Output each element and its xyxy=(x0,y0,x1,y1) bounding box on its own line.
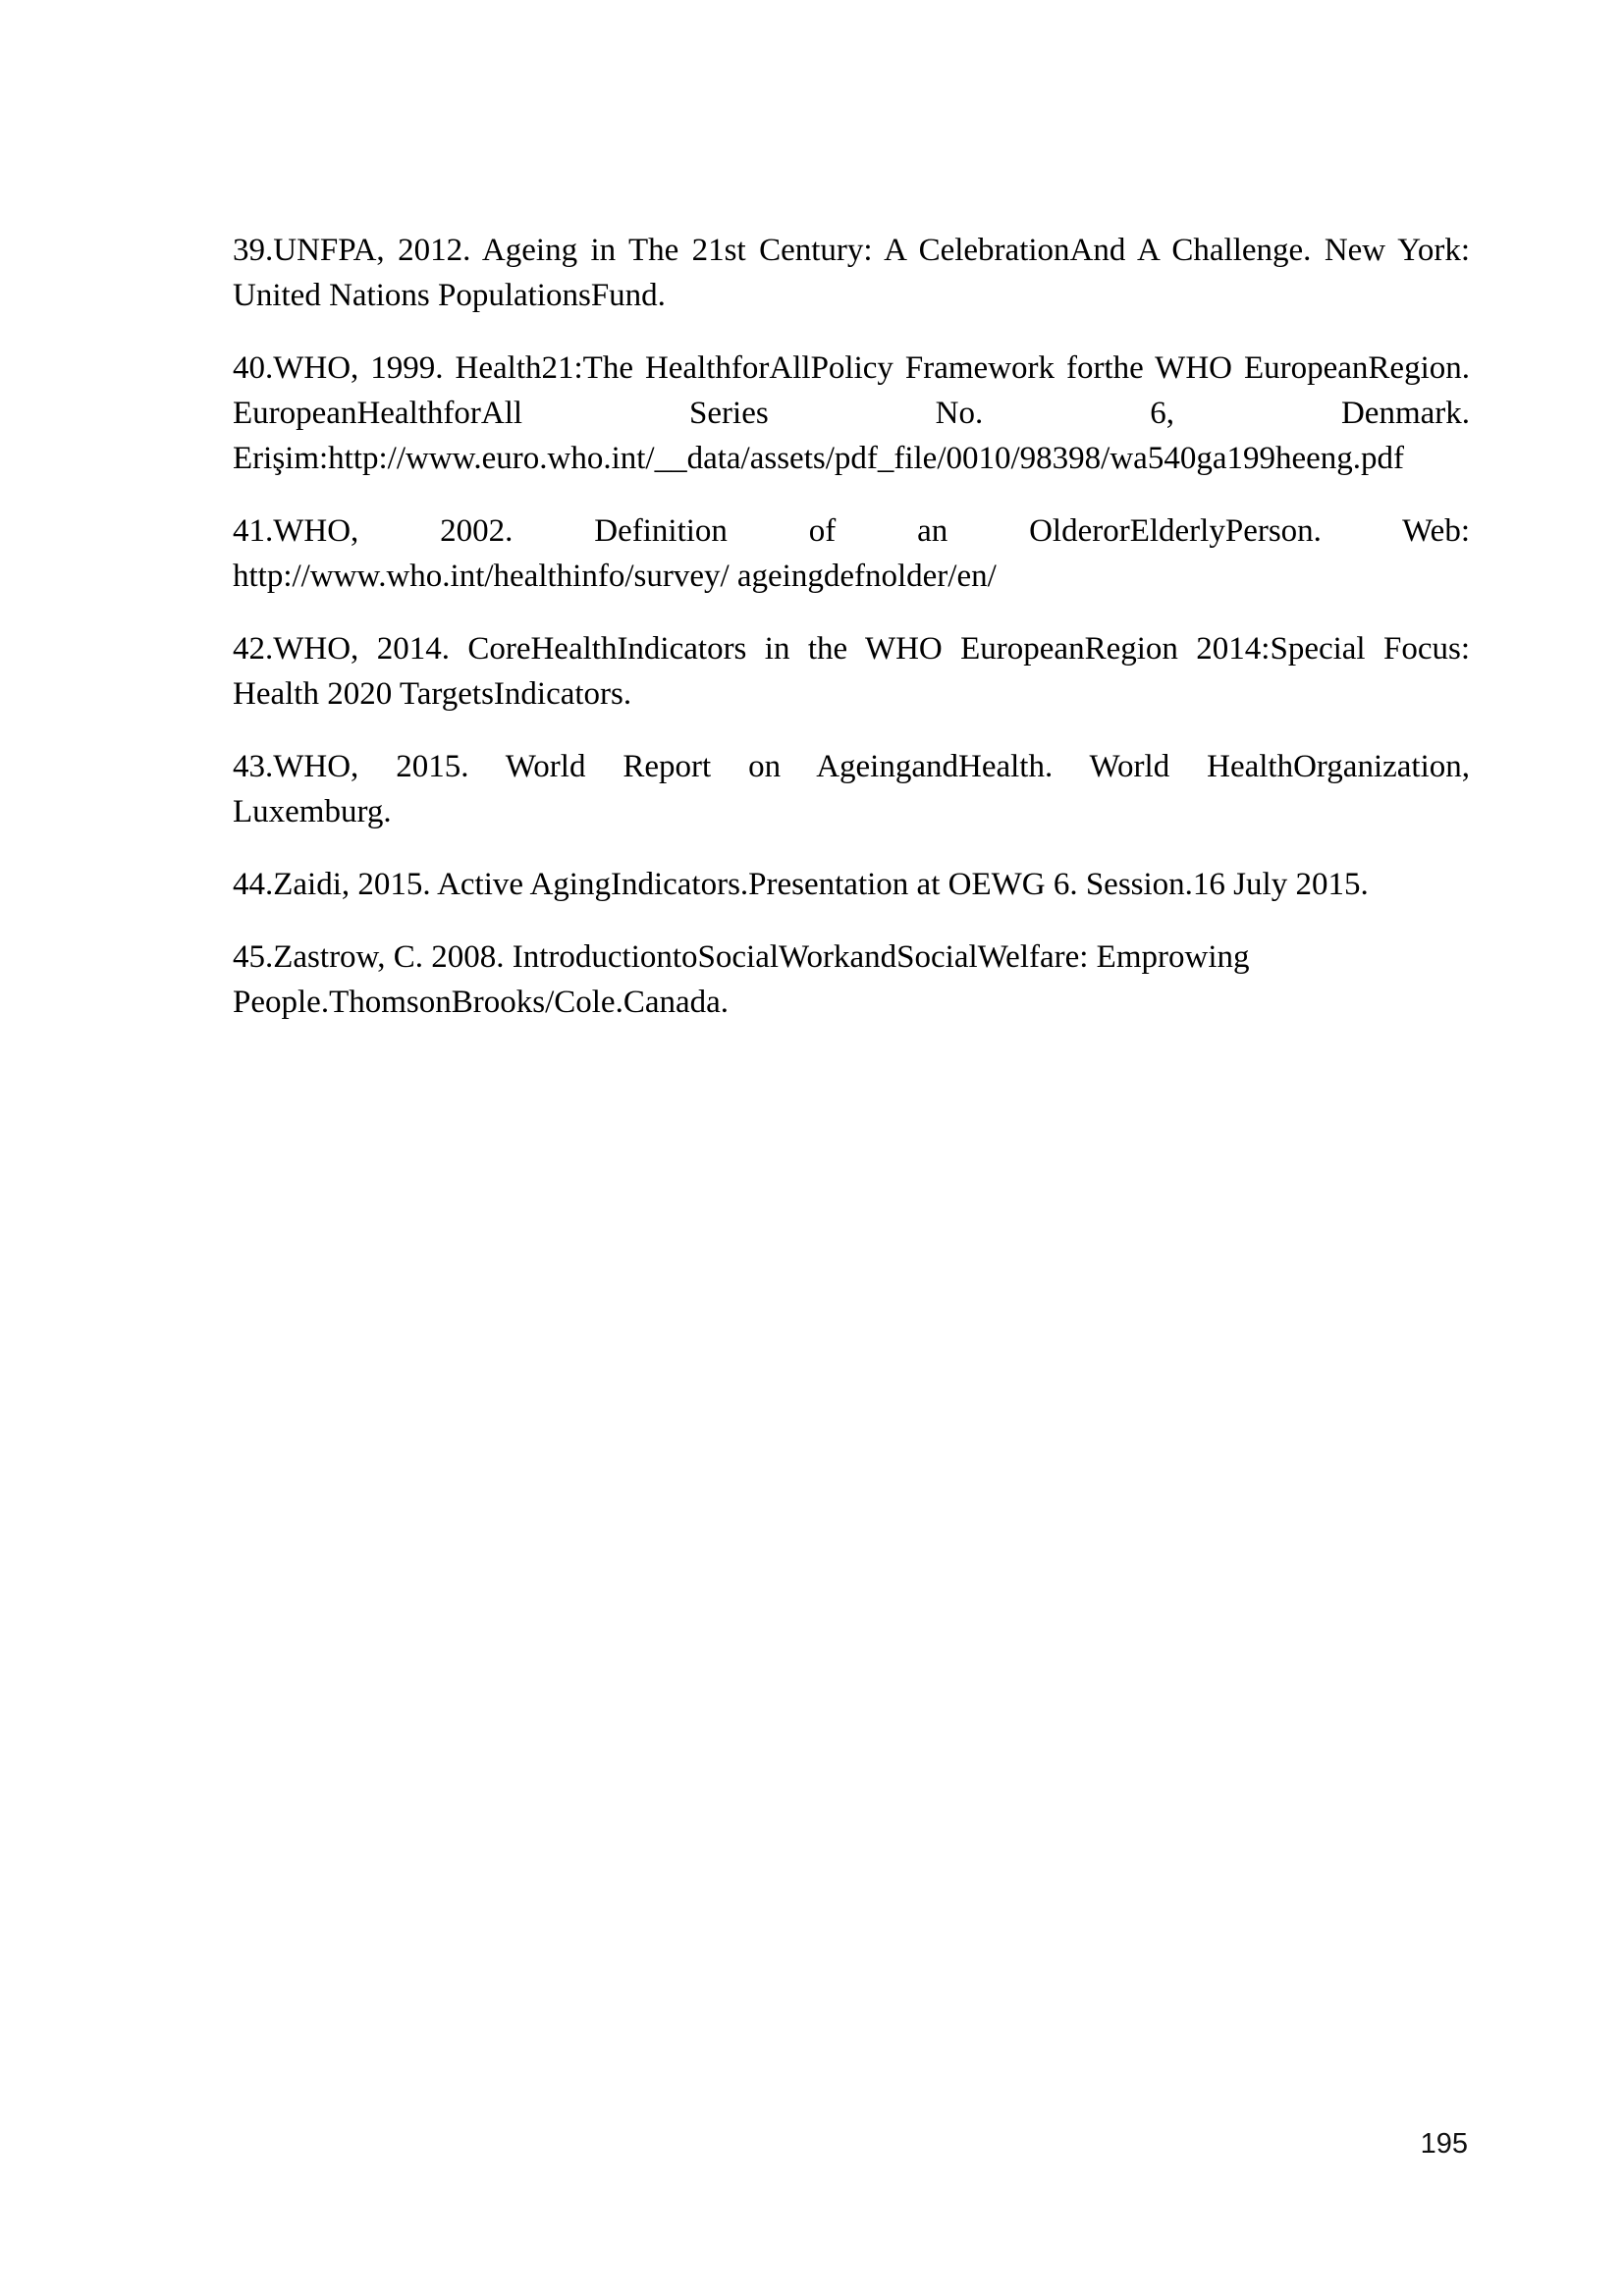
reference-line: http://www.who.int/healthinfo/survey/ ageingdefnolder/en/ xyxy=(233,559,997,594)
reference-line: Erişim:http://www.euro.who.int/__data/assets/pdf_file/0010/98398/wa540ga199heeng.pdf xyxy=(233,441,1404,476)
reference-line: 40.WHO, 1999. Health21:The HealthforAllPolicy Framework forthe WHO EuropeanRegion. xyxy=(233,350,1470,386)
reference-item-42 xyxy=(233,626,1470,717)
reference-item-44 xyxy=(233,862,1470,907)
reference-item-45 xyxy=(233,934,1470,1025)
reference-line: Health 2020 TargetsIndicators. xyxy=(233,676,632,712)
reference-item-39 xyxy=(233,228,1470,318)
reference-line: 42.WHO, 2014. CoreHealthIndicators in the WHO EuropeanRegion 2014:Special Focus: xyxy=(233,631,1470,667)
reference-line: 44.Zaidi, 2015. Active AgingIndicators.Presentation at OEWG 6. Session.16 July 2015. xyxy=(233,867,1369,902)
reference-line: Luxemburg. xyxy=(233,794,392,829)
reference-line: 41.WHO, 2002. Definition of an OlderorElderlyPerson. Web: xyxy=(233,513,1470,549)
reference-line: 43.WHO, 2015. World Report on AgeingandHealth. World HealthOrganization, xyxy=(233,749,1470,784)
reference-line: 45.Zastrow, C. 2008. IntroductiontoSocialWorkandSocialWelfare: Emprowing xyxy=(233,939,1250,975)
reference-item-43 xyxy=(233,744,1470,834)
reference-line: EuropeanHealthforAll Series No. 6, Denmark. xyxy=(233,396,1470,431)
reference-line: 39.UNFPA, 2012. Ageing in The 21st Century: A CelebrationAnd A Challenge. New York: xyxy=(233,233,1470,268)
reference-line: United Nations PopulationsFund. xyxy=(233,278,666,313)
reference-item-40 xyxy=(233,346,1470,481)
references-section xyxy=(233,228,1470,1052)
reference-line: People.ThomsonBrooks/Cole.Canada. xyxy=(233,985,730,1020)
reference-item-41 xyxy=(233,508,1470,599)
page-number: 195 xyxy=(1420,2128,1468,2160)
